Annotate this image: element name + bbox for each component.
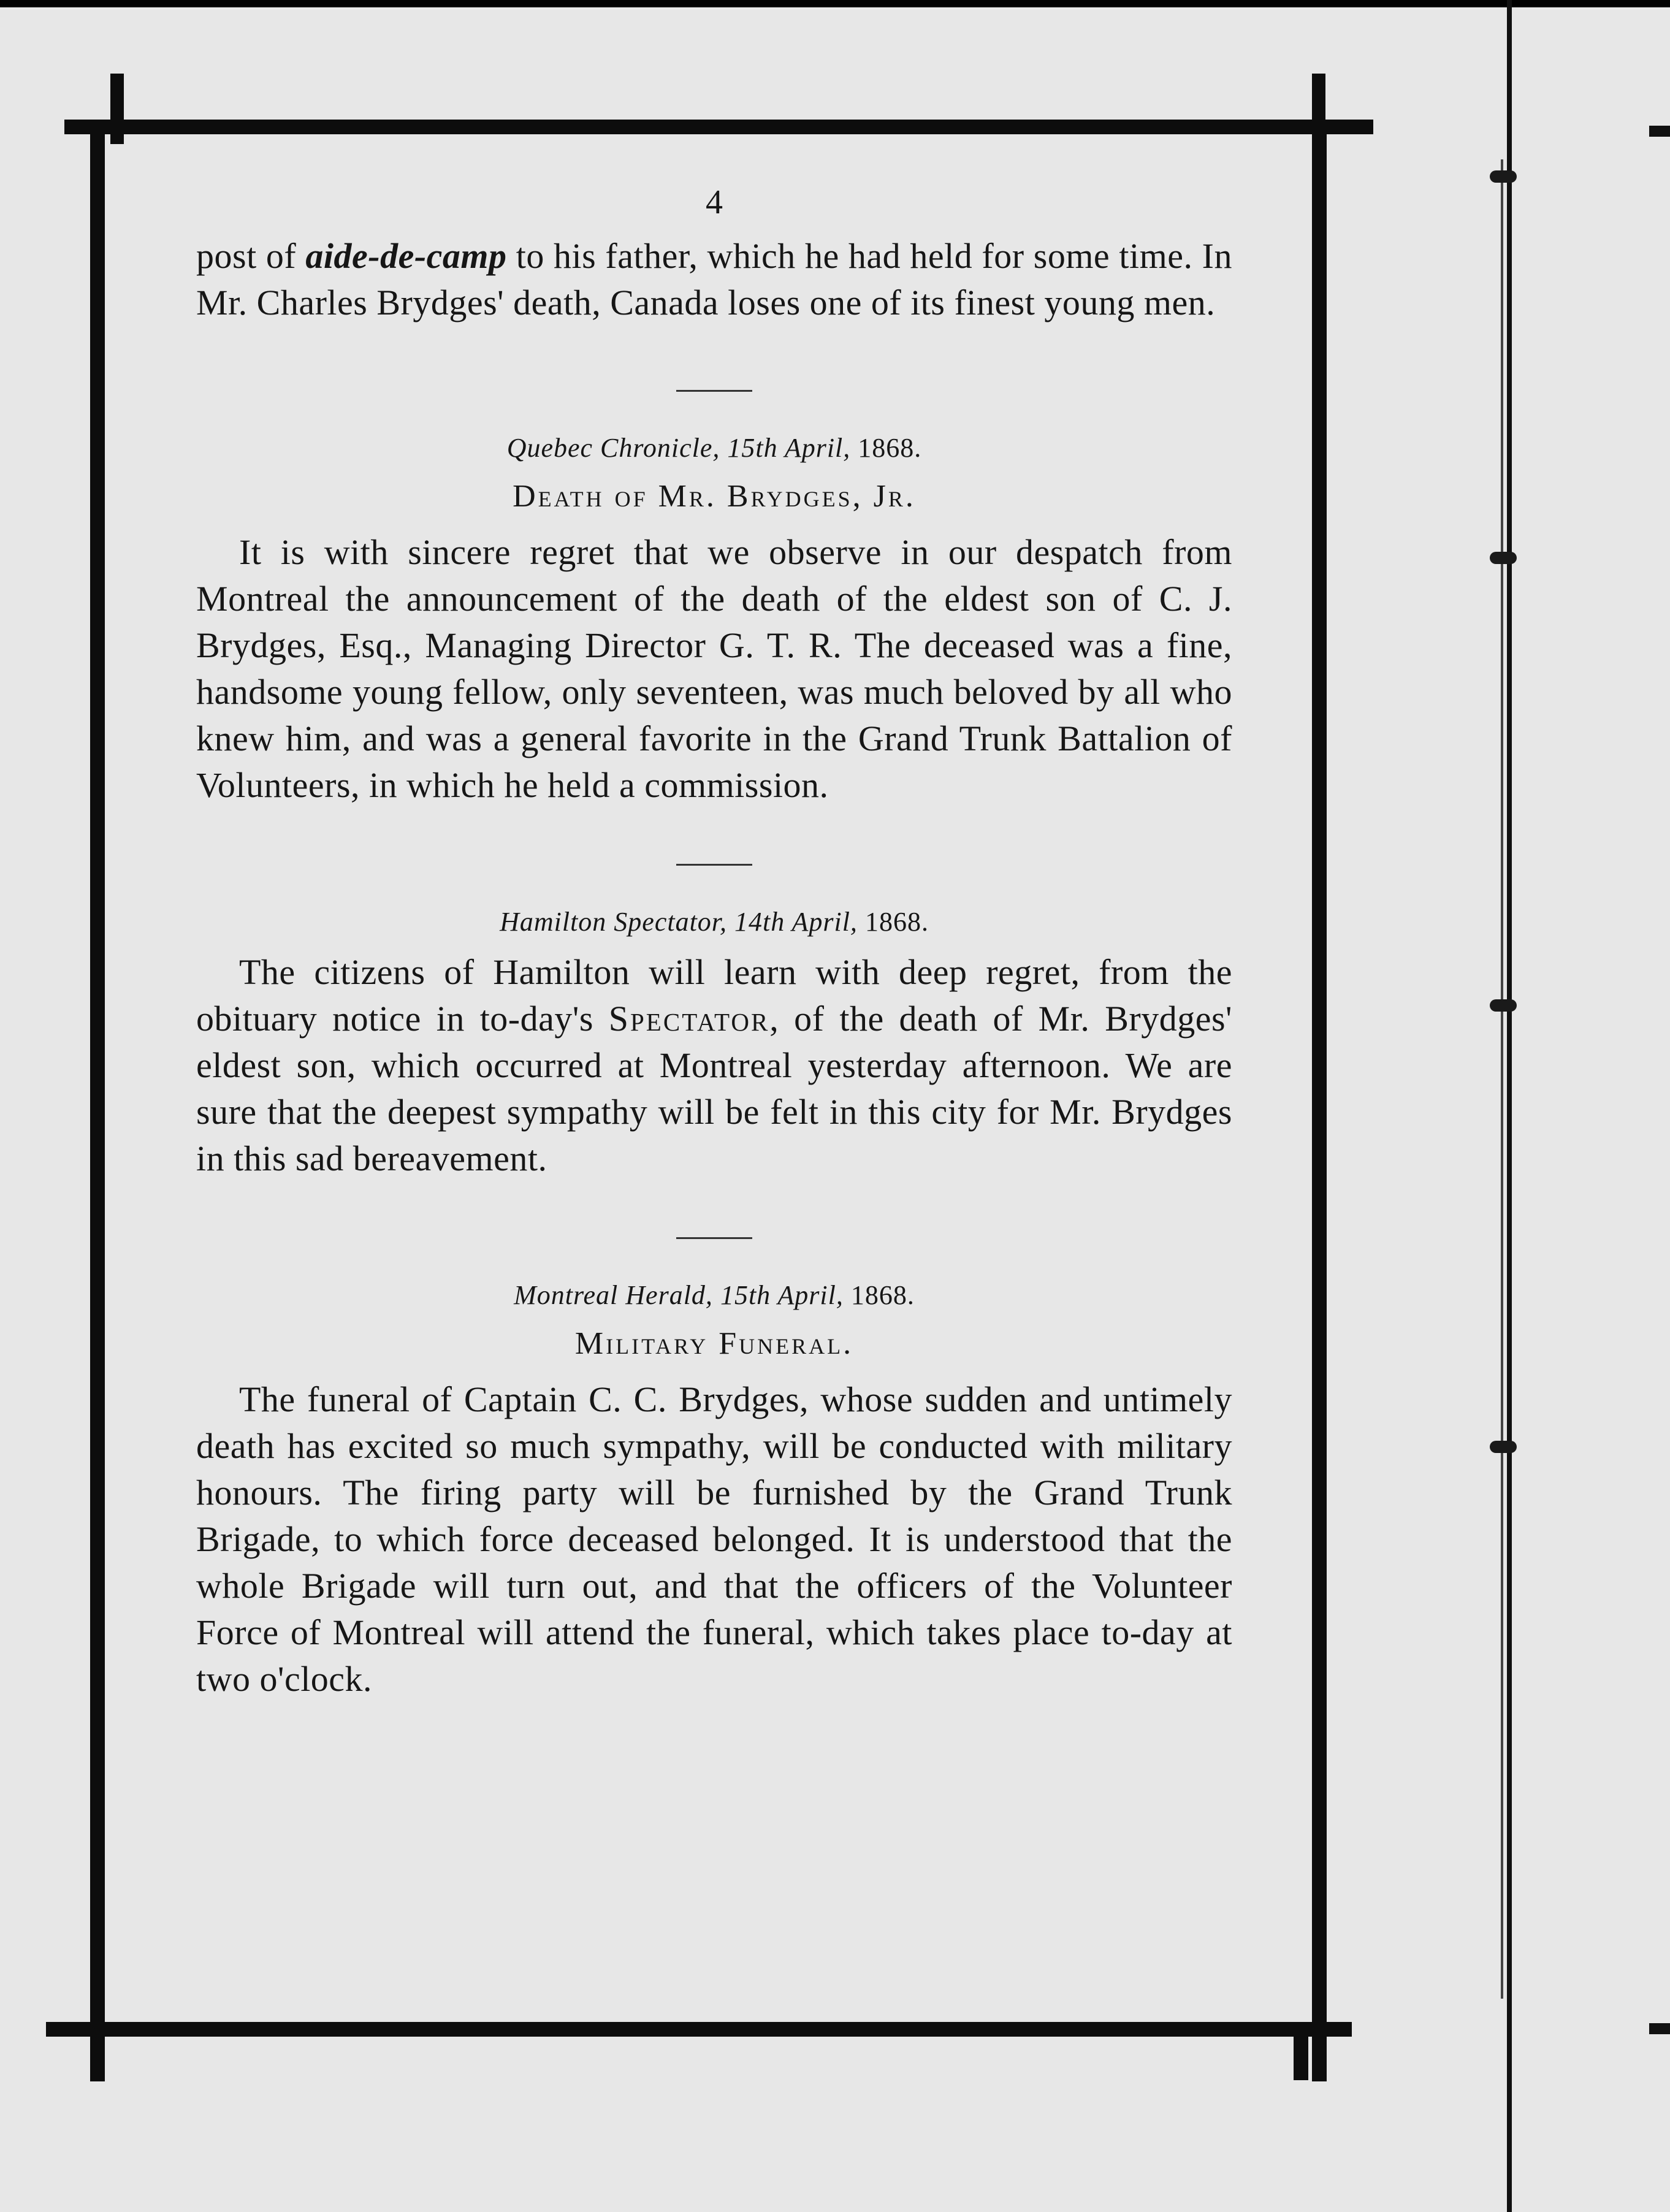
frame-top-bar bbox=[64, 120, 1373, 134]
binding-stitch bbox=[1490, 1441, 1517, 1453]
frame-bottom-right-spur bbox=[1294, 2022, 1308, 2080]
article-body: The citizens of Hamilton will learn with deep regret, from the obituary notice in to-day's Spectator, of the death of Mr. Brydges' eldest son, which occurred at Montreal yesterday afternoon. We are sure that the deepest sympathy will be felt in this city for Mr. Brydges in this sad bereavement. bbox=[196, 952, 1232, 1178]
frame-top-left-spur bbox=[110, 74, 124, 144]
binding-stitch bbox=[1490, 999, 1517, 1012]
article-source: Quebec Chronicle, 15th April, 1868. bbox=[506, 433, 922, 463]
frame-bottom-bar bbox=[46, 2022, 1352, 2037]
binding-stitch bbox=[1490, 170, 1517, 183]
page-spine bbox=[1507, 0, 1512, 2212]
binding-stitch bbox=[1490, 552, 1517, 564]
page-number: 4 bbox=[706, 183, 723, 221]
article-body: The funeral of Captain C. C. Brydges, whose sudden and untimely death has excited so much sympathy, will be conducted with military honours. The firing party will be furnished by the Grand Trunk Brigade, to which force deceased belonged. It is understood that the whole Brigade will turn out, and that the officers of the Volunteer Force of Montreal will attend the funeral, which takes place to-day at two o'clock. bbox=[196, 1379, 1232, 1699]
opening-paragraph: post of aide-de-camp to his father, which he had held for some time. In Mr. Charles Brydges' death, Canada loses one of its finest young men. bbox=[196, 236, 1232, 322]
page-spine-shadow bbox=[1501, 159, 1503, 1999]
frame-right-bar bbox=[1312, 120, 1327, 2081]
aide-de-camp-term: aide-de-camp bbox=[305, 236, 507, 276]
next-page-border-mark bbox=[1649, 2023, 1670, 2034]
article-heading: Death of Mr. Brydges, Jr. bbox=[513, 479, 916, 514]
next-page-border-mark bbox=[1649, 126, 1670, 137]
article-heading: Military Funeral. bbox=[574, 1326, 854, 1361]
frame-left-bar bbox=[90, 120, 105, 2081]
article-source: Montreal Herald, 15th April, 1868. bbox=[514, 1280, 915, 1310]
page-content bbox=[196, 153, 1232, 1703]
article-body: It is with sincere regret that we observe in our despatch from Montreal the announcement of the death of the eldest son of C. J. Brydges, Esq., Managing Director G. T. R. The deceased was a fine, handsome young fellow, only seventeen, was much beloved by all who knew him, and was a general favorite in the Grand Trunk Battalion of Volunteers, in which he held a commission. bbox=[196, 532, 1232, 805]
article-source: Hamilton Spectator, 14th April, 1868. bbox=[500, 907, 929, 937]
frame-bottom-left-spur bbox=[90, 2022, 105, 2080]
